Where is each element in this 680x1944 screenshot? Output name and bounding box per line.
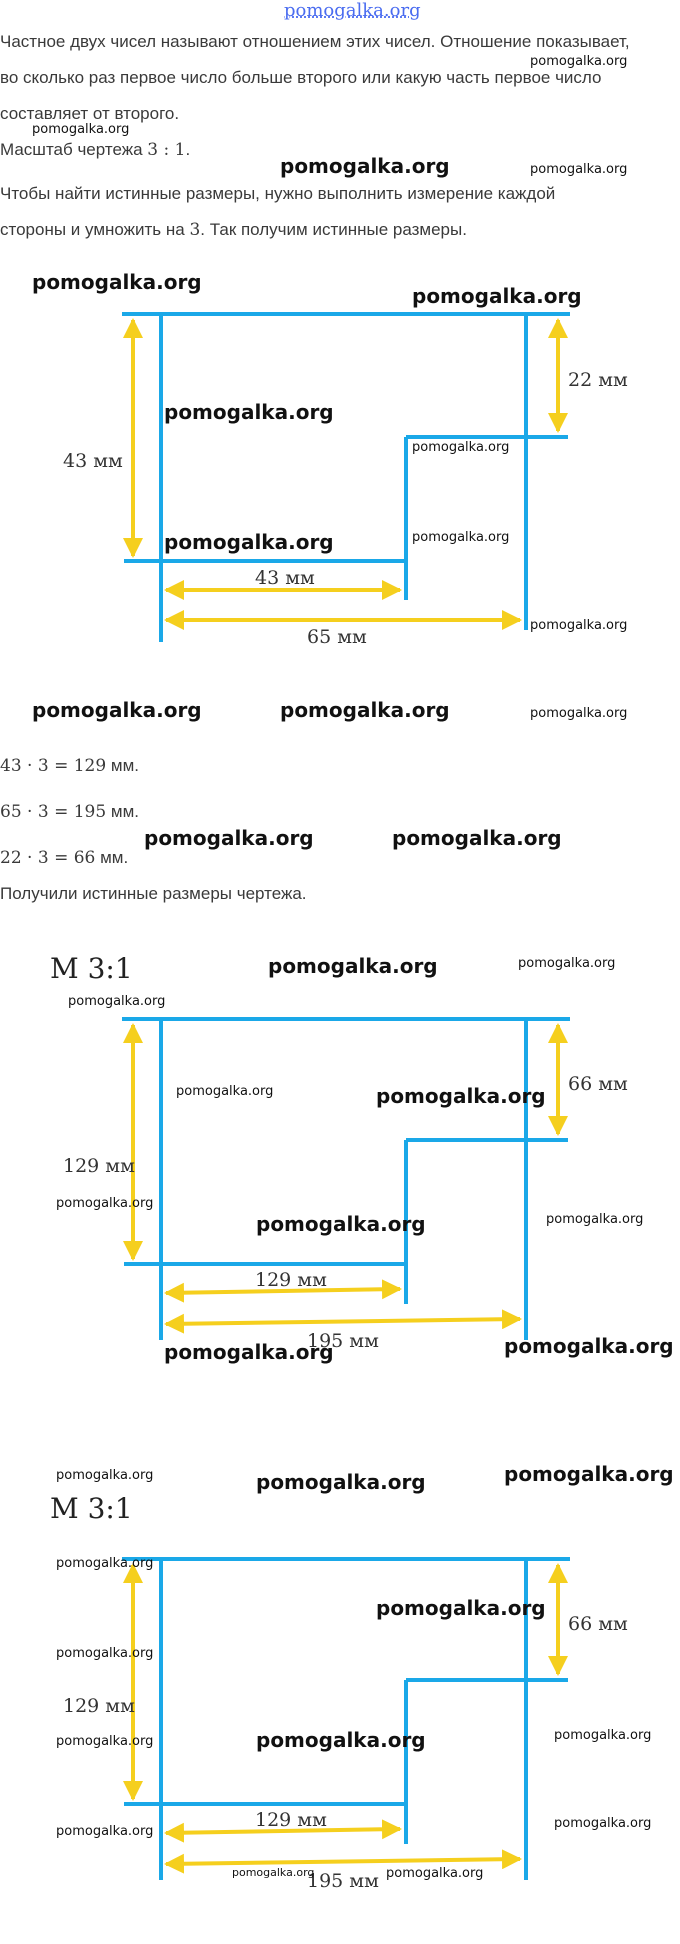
watermark: pomogalka.org bbox=[164, 1340, 334, 1364]
method-line-2-suffix: . Так получим истинные размеры. bbox=[200, 220, 467, 239]
result-line: Получили истинные размеры чертежа. bbox=[0, 884, 307, 903]
watermark: pomogalka.org bbox=[268, 954, 438, 978]
figure2-inner-width: 129 мм bbox=[255, 1269, 327, 1291]
calc-2: 65 · 3 = 195 bbox=[0, 802, 107, 822]
watermark: pomogalka.org bbox=[530, 618, 628, 633]
watermark: pomogalka.org bbox=[392, 826, 562, 850]
scale-value: 3 : 1 bbox=[147, 140, 186, 160]
figure-final-drawing bbox=[0, 1540, 680, 1910]
calc-3: 22 · 3 = 66 bbox=[0, 848, 96, 868]
figure2-arrows bbox=[133, 1025, 558, 1324]
calc-line-3 bbox=[0, 848, 128, 868]
watermark: pomogalka.org bbox=[554, 1816, 652, 1831]
watermark: pomogalka.org bbox=[412, 530, 510, 545]
intro-line-3: составляет от второго. bbox=[0, 104, 180, 123]
method-factor: 3 bbox=[189, 220, 201, 240]
watermark: pomogalka.org bbox=[176, 1084, 274, 1099]
watermark: pomogalka.org bbox=[280, 154, 450, 178]
calc-3-unit: мм. bbox=[95, 848, 129, 867]
watermark: pomogalka.org bbox=[412, 440, 510, 455]
watermark: pomogalka.org bbox=[504, 1462, 674, 1486]
watermark: pomogalka.org bbox=[376, 1596, 546, 1620]
watermark: pomogalka.org bbox=[56, 1646, 154, 1661]
watermark: pomogalka.org bbox=[256, 1470, 426, 1494]
watermark: pomogalka.org bbox=[504, 1334, 674, 1358]
site-logo: pomogalka.org bbox=[284, 0, 421, 21]
watermark: pomogalka.org bbox=[530, 54, 628, 69]
figure1-arrows bbox=[133, 320, 558, 620]
figure1-right-height: 22 мм bbox=[568, 369, 628, 391]
figure1-inner-width: 43 мм bbox=[255, 567, 315, 589]
watermark: pomogalka.org bbox=[376, 1084, 546, 1108]
figure1-left-height: 43 мм bbox=[63, 450, 123, 472]
figure1-outline bbox=[122, 314, 570, 642]
watermark: pomogalka.org bbox=[386, 1866, 484, 1881]
figure3-left-height: 129 мм bbox=[63, 1695, 135, 1717]
watermark: pomogalka.org bbox=[554, 1728, 652, 1743]
watermark: pomogalka.org bbox=[32, 122, 130, 137]
figure2-left-height: 129 мм bbox=[63, 1155, 135, 1177]
watermark: pomogalka.org bbox=[32, 698, 202, 722]
watermark: pomogalka.org bbox=[56, 1468, 154, 1483]
watermark: pomogalka.org bbox=[412, 284, 582, 308]
watermark: pomogalka.org bbox=[280, 698, 450, 722]
figure3-inner-width: 129 мм bbox=[255, 1809, 327, 1831]
watermark: pomogalka.org bbox=[32, 270, 202, 294]
watermark: pomogalka.org bbox=[232, 1866, 315, 1879]
watermark: pomogalka.org bbox=[56, 1556, 154, 1571]
watermark: pomogalka.org bbox=[164, 400, 334, 424]
figure3-total-width: 195 мм bbox=[307, 1870, 379, 1892]
watermark: pomogalka.org bbox=[256, 1728, 426, 1752]
figure-true-size-drawing bbox=[0, 1000, 680, 1370]
calc-line-1 bbox=[0, 756, 139, 776]
calc-1: 43 · 3 = 129 bbox=[0, 756, 107, 776]
watermark: pomogalka.org bbox=[68, 994, 166, 1009]
calc-line-2 bbox=[0, 802, 139, 822]
figure3-right-height: 66 мм bbox=[568, 1613, 628, 1635]
watermark: pomogalka.org bbox=[518, 956, 616, 971]
intro-line-1: Частное двух чисел называют отношением этих чисел. Отношение показывает, bbox=[0, 32, 630, 51]
scale-line bbox=[0, 140, 190, 160]
watermark: pomogalka.org bbox=[56, 1196, 154, 1211]
watermark: pomogalka.org bbox=[164, 530, 334, 554]
figure-original-drawing bbox=[0, 290, 680, 660]
figure2-total-width: 195 мм bbox=[307, 1330, 379, 1352]
watermark: pomogalka.org bbox=[530, 706, 628, 721]
watermark: pomogalka.org bbox=[56, 1734, 154, 1749]
scale-suffix: . bbox=[185, 140, 191, 159]
calc-1-unit: мм. bbox=[106, 756, 139, 775]
watermark: pomogalka.org bbox=[56, 1824, 154, 1839]
figure1-total-width: 65 мм bbox=[307, 626, 367, 648]
figure2-title: М 3:1 bbox=[50, 952, 133, 985]
intro-line-2: во сколько раз первое число больше второго или какую часть первое число bbox=[0, 68, 602, 87]
method-line-1: Чтобы найти истинные размеры, нужно выполнить измерение каждой bbox=[0, 184, 556, 203]
figure3-title: М 3:1 bbox=[50, 1492, 133, 1525]
watermark: pomogalka.org bbox=[144, 826, 314, 850]
watermark: pomogalka.org bbox=[530, 162, 628, 177]
calc-2-unit: мм. bbox=[106, 802, 139, 821]
watermark: pomogalka.org bbox=[546, 1212, 644, 1227]
method-line-2 bbox=[0, 220, 467, 240]
scale-prefix: Масштаб чертежа bbox=[0, 140, 148, 159]
method-line-2-text: стороны и умножить на bbox=[0, 220, 190, 239]
watermark: pomogalka.org bbox=[256, 1212, 426, 1236]
figure2-right-height: 66 мм bbox=[568, 1073, 628, 1095]
